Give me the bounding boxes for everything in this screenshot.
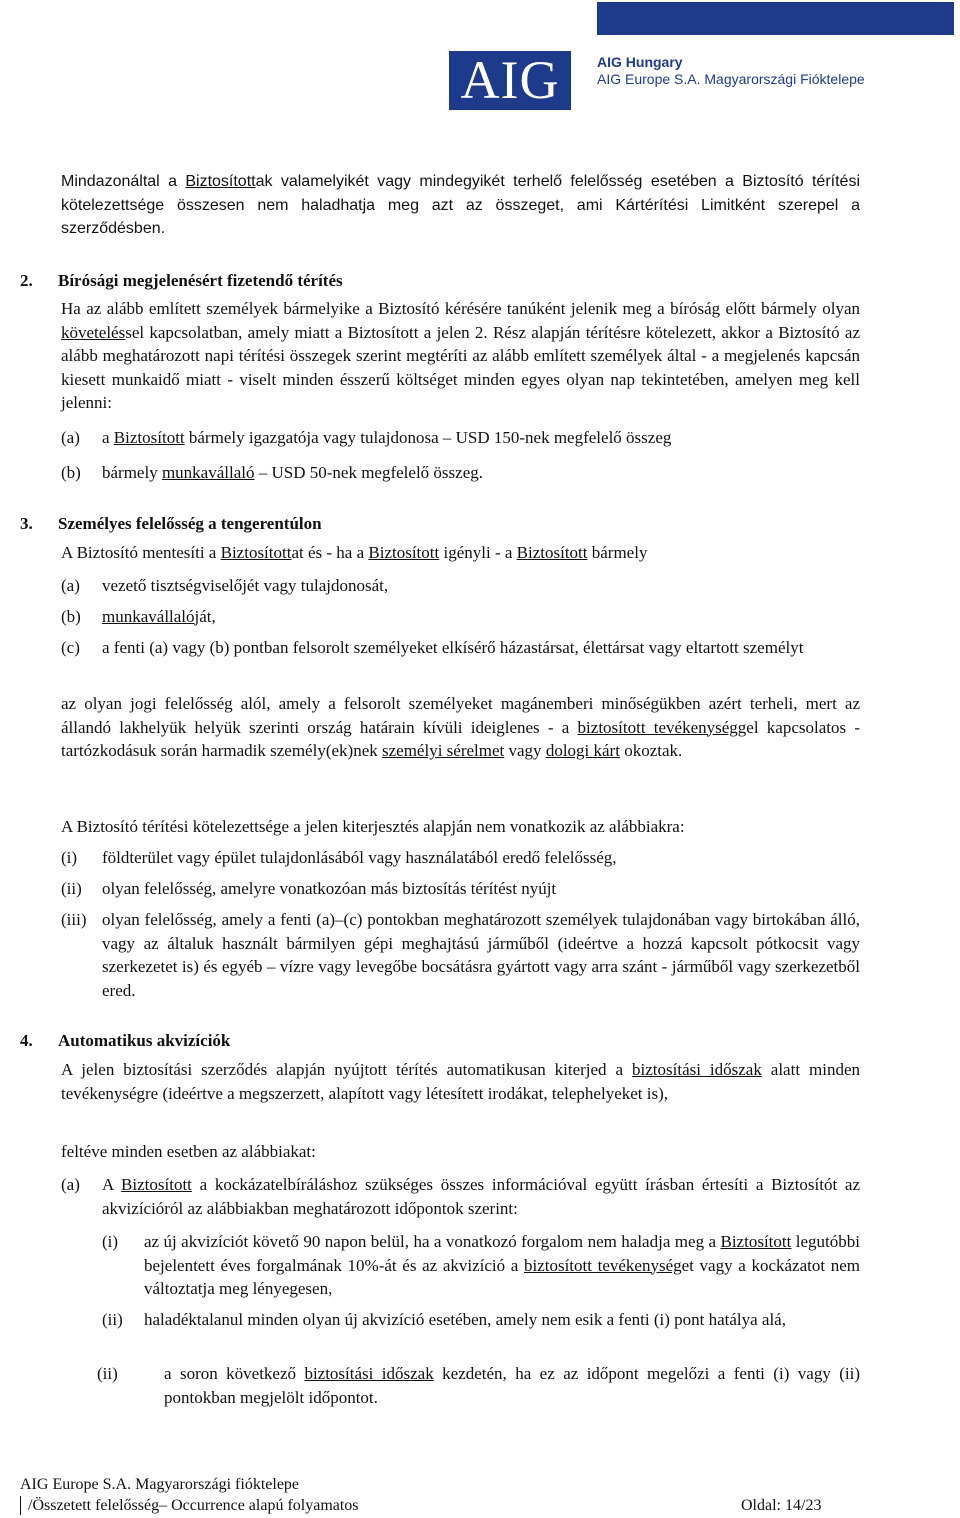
section-2-heading: 2. Bírósági megjelenésért fizetendő térítés xyxy=(20,271,343,290)
footer-company: AIG Europe S.A. Magyarországi fióktelepe xyxy=(20,1476,300,1493)
section-3-item-a: (a) vezető tisztségviselőjét vagy tulajdonosát, xyxy=(61,576,389,595)
section-3-item-c: (c) a fenti (a) vagy (b) pontban felsorolt személyeket elkísérő házastársat, élettársat vagy eltartott személyt xyxy=(61,638,804,657)
defined-term: biztosítási időszak xyxy=(632,1060,762,1079)
defined-term: Biztosított xyxy=(368,543,440,562)
section-2-item-a: (a) a Biztosított bármely igazgatója vagy tulajdonosa – USD 150-nek megfelelő összeg xyxy=(61,428,672,447)
defined-term: Biztosított xyxy=(720,1232,792,1251)
section-4-subitem-i: (i) az új akvizíciót követő 90 napon belül, ha a vonatkozó forgalom nem haladja meg a Biztosított legutóbbi bejelentett éves forgalmának 10%-át és az akvizíció a biztosított tevékenységet vagy a kockázatot nem változtatja meg lényegesen, xyxy=(102,1232,860,1298)
defined-term: Biztosított xyxy=(121,1175,192,1194)
section-3-item-b: (b) munkavállalóját, xyxy=(61,607,216,626)
defined-term: munkavállaló xyxy=(161,463,255,482)
intro-paragraph: Mindazonáltal a Biztosítottak valamelyikét vagy mindegyikét terhelő felelősség esetében a Biztosító térítési kötelezettsége összesen nem haladhatja meg azt az összeget, ami Kártérítési Limitként szerepel a szerződésben. xyxy=(61,173,861,237)
defined-term: biztosítási időszak xyxy=(304,1364,434,1383)
section-4-conditions-intro: feltéve minden esetben az alábbiakat: xyxy=(61,1142,316,1161)
defined-term: Biztosított xyxy=(185,173,256,190)
section-3-title: Személyes felelősség a tengerentúlon xyxy=(58,514,322,533)
section-4-item-a: (a) A Biztosított a kockázatelbíráláshoz szükséges összes információval együtt írásban értesíti a Biztosítót az akvizícióról az alábbiakban meghatározott időpontok szerint: xyxy=(61,1175,860,1218)
section-3-heading: 3. Személyes felelősség a tengerentúlon xyxy=(20,514,322,533)
footer-marker xyxy=(20,1496,21,1515)
section-3-exclusions-intro: A Biztosító térítési kötelezettsége a jelen kiterjesztés alapján nem vonatkozik az alábbiakra: xyxy=(61,817,685,836)
aig-logo: AIG xyxy=(449,51,571,110)
section-2-title: Bírósági megjelenésért fizetendő térítés xyxy=(58,271,343,290)
page-number: Oldal: 14/23 xyxy=(741,1497,822,1514)
defined-term: követelés xyxy=(61,322,126,342)
section-3-exclusion-ii: (ii) olyan felelősség, amelyre vonatkozóan más biztosítás térítést nyújt xyxy=(61,879,557,898)
defined-term: dologi kárt xyxy=(545,741,620,760)
section-3-paragraph: az olyan jogi felelősség alól, amely a felsorolt személyeket magánemberi minőségükben azért terheli, mert az állandó lakhelyük helyük szerinti ország határain kívüli ideiglenes - a biztosított tevékenységgel kapcsolatos -tartózkodásuk során harmadik személy(ek)nek személyi sérelmet vagy dologi kárt okoztak. xyxy=(61,694,860,760)
defined-term: biztosított tevékenység xyxy=(523,1255,682,1275)
defined-term: Biztosított xyxy=(516,543,588,562)
section-4-subitem-iii: (ii) a soron következő biztosítási időszak kezdetén, ha ez az időpont megelőzi a fenti (i) vagy (ii) pontokban megjelölt időpontot. xyxy=(97,1364,860,1407)
section-4-heading: 4. Automatikus akvizíciók xyxy=(20,1031,231,1050)
defined-term: Biztosított xyxy=(220,543,292,562)
section-3-intro: A Biztosító mentesíti a Biztosítottat és - ha a Biztosított igényli - a Biztosított bármely xyxy=(61,543,648,562)
defined-term: munkavállaló xyxy=(102,607,195,626)
company-line2: AIG Europe S.A. Magyarországi Fióktelepe xyxy=(597,71,865,87)
company-name xyxy=(597,54,865,88)
section-4-title: Automatikus akvizíciók xyxy=(58,1031,231,1050)
defined-term: biztosított tevékenység xyxy=(577,717,738,737)
defined-term: Biztosított xyxy=(113,428,185,447)
section-2-item-b: (b) bármely munkavállaló – USD 50-nek megfelelő összeg. xyxy=(61,463,483,482)
section-4-paragraph: A jelen biztosítási szerződés alapján nyújtott térítés automatikusan kiterjed a biztosítási időszak alatt minden tevékenységre (ideértve a megszerzett, alapított vagy létesített irodákat, telephelyeket is), xyxy=(61,1060,860,1103)
company-line1: AIG Hungary xyxy=(597,54,683,70)
section-4-subitem-ii: (ii) haladéktalanul minden olyan új akvizíció esetében, amely nem esik a fenti (i) pont hatálya alá, xyxy=(102,1310,786,1329)
defined-term: személyi sérelmet xyxy=(382,741,505,760)
header-bar xyxy=(597,2,954,35)
section-2-paragraph: Ha az alább említett személyek bármelyike a Biztosító kérésére tanúként jelenik meg a bíróság előtt bármely olyan követeléssel kapcsolatban, amely miatt a Biztosított a jelen 2. Rész alapján térítésre kötelezett, akkor a Biztosító az alább meghatározott napi térítési összegek szerint megtéríti az alább említett személyek által - a megjelenés kapcsán kiesett munkaidő miatt - viselt minden ésszerű költséget minden egyes olyan nap tekintetében, amelyen meg kell jelenni: xyxy=(61,299,860,412)
section-3-exclusion-iii: (iii) olyan felelősség, amely a fenti (a)–(c) pontokban meghatározott személyek tulajdonában vagy birtokában álló, vagy az általuk használt bármilyen gépi meghajtású járműből (ideértve a hozzá kapcsolt pótkocsit vagy szerkezetet is) és egyéb – vízre vagy levegőbe bocsátásra gyártott vagy arra szánt - járműből vagy szerkezetből ered. xyxy=(61,910,860,1000)
footer-document: /Összetett felelősség– Occurrence alapú folyamatos xyxy=(28,1497,359,1514)
section-3-exclusion-i: (i) földterület vagy épület tulajdonlásából vagy használatából eredő felelősség, xyxy=(61,848,617,867)
